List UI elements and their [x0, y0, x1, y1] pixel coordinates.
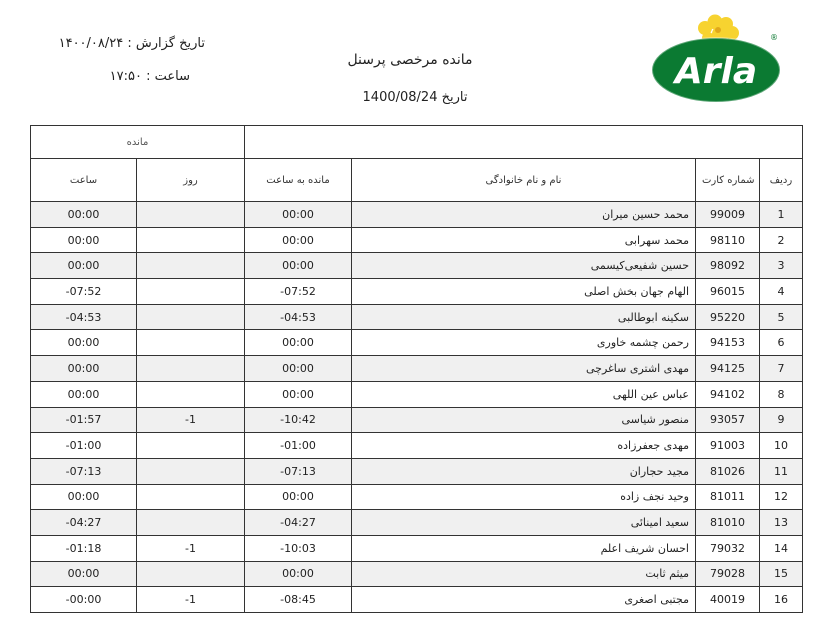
- cell-row: 11: [760, 458, 803, 484]
- cell-name: سکینه ابوطالبی: [352, 304, 696, 330]
- cell-card: 94153: [696, 330, 760, 356]
- table-row: [31, 330, 803, 356]
- cell-time: 00:00: [31, 484, 137, 510]
- cell-name: محمد سهرابی: [352, 227, 696, 253]
- cell-name: مهدی جعفرزاده: [352, 433, 696, 459]
- cell-day: [137, 304, 245, 330]
- table-row: [31, 587, 803, 613]
- report-date-line: تاریخ 1400/08/24: [362, 90, 468, 105]
- table-row: [31, 535, 803, 561]
- cell-name: میثم ثابت: [352, 561, 696, 587]
- cell-remaining-hours: 00:00: [245, 484, 352, 510]
- table-row: [31, 253, 803, 279]
- col-header-day: روز: [137, 159, 245, 202]
- cell-row: 15: [760, 561, 803, 587]
- cell-day: -1: [137, 535, 245, 561]
- table-row: [31, 433, 803, 459]
- cell-name: عباس عین اللهی: [352, 381, 696, 407]
- cell-row: 13: [760, 510, 803, 536]
- table-row: [31, 407, 803, 433]
- cell-remaining-hours: -10:42: [245, 407, 352, 433]
- cell-card: 79028: [696, 561, 760, 587]
- cell-remaining-hours: 00:00: [245, 356, 352, 382]
- cell-row: 2: [760, 227, 803, 253]
- cell-time: -07:13: [31, 458, 137, 484]
- cell-day: [137, 381, 245, 407]
- cell-time: 00:00: [31, 561, 137, 587]
- table-row: [31, 279, 803, 305]
- cell-row: 16: [760, 587, 803, 613]
- cell-card: 94102: [696, 381, 760, 407]
- cell-remaining-hours: 00:00: [245, 202, 352, 228]
- table-row: [31, 381, 803, 407]
- cell-day: [137, 330, 245, 356]
- cell-card: 91003: [696, 433, 760, 459]
- arla-logo-icon: [650, 10, 785, 105]
- cell-time: 00:00: [31, 202, 137, 228]
- cell-time: -00:00: [31, 587, 137, 613]
- cell-row: 10: [760, 433, 803, 459]
- cell-time: 00:00: [31, 330, 137, 356]
- report-time: ساعت : ۱۷:۵۰: [109, 69, 190, 84]
- cell-name: الهام جهان بخش اصلی: [352, 279, 696, 305]
- cell-card: 81010: [696, 510, 760, 536]
- cell-card: 81011: [696, 484, 760, 510]
- cell-time: 00:00: [31, 381, 137, 407]
- cell-card: 98110: [696, 227, 760, 253]
- cell-remaining-hours: 00:00: [245, 227, 352, 253]
- cell-time: -04:53: [31, 304, 137, 330]
- cell-day: [137, 561, 245, 587]
- cell-day: [137, 510, 245, 536]
- cell-row: 5: [760, 304, 803, 330]
- cell-remaining-hours: -07:13: [245, 458, 352, 484]
- cell-day: [137, 202, 245, 228]
- cell-day: [137, 227, 245, 253]
- cell-time: -07:52: [31, 279, 137, 305]
- cell-day: [137, 356, 245, 382]
- cell-time: 00:00: [31, 227, 137, 253]
- cell-row: 1: [760, 202, 803, 228]
- cell-name: مجتبی اصغری: [352, 587, 696, 613]
- table-row: [31, 458, 803, 484]
- table-row: [31, 561, 803, 587]
- group-label-empty: [245, 126, 803, 159]
- table-row: [31, 304, 803, 330]
- cell-day: -1: [137, 587, 245, 613]
- cell-name: وحید نجف زاده: [352, 484, 696, 510]
- cell-row: 7: [760, 356, 803, 382]
- cell-row: 12: [760, 484, 803, 510]
- report-date: تاریخ گزارش : ۱۴۰۰/۰۸/۲۴: [58, 36, 205, 51]
- cell-row: 3: [760, 253, 803, 279]
- cell-remaining-hours: 00:00: [245, 561, 352, 587]
- cell-row: 4: [760, 279, 803, 305]
- group-header-row: [31, 126, 803, 159]
- cell-card: 40019: [696, 587, 760, 613]
- group-label-remaining: مانده: [31, 126, 245, 159]
- col-header-row: ردیف: [760, 159, 803, 202]
- cell-remaining-hours: -01:00: [245, 433, 352, 459]
- cell-day: [137, 433, 245, 459]
- cell-name: حسین شفیعی‌کیسمی: [352, 253, 696, 279]
- cell-day: [137, 253, 245, 279]
- cell-name: مهدی اشتری ساغرچی: [352, 356, 696, 382]
- cell-day: [137, 279, 245, 305]
- cell-time: -01:57: [31, 407, 137, 433]
- cell-day: -1: [137, 407, 245, 433]
- table-row: [31, 484, 803, 510]
- cell-card: 81026: [696, 458, 760, 484]
- leave-balance-table: [30, 125, 803, 613]
- col-header-card: شماره کارت: [696, 159, 760, 202]
- cell-day: [137, 484, 245, 510]
- cell-time: 00:00: [31, 356, 137, 382]
- registered-mark: ®: [770, 33, 778, 42]
- cell-row: 8: [760, 381, 803, 407]
- cell-time: 00:00: [31, 253, 137, 279]
- cell-card: 94125: [696, 356, 760, 382]
- cell-time: -01:18: [31, 535, 137, 561]
- cell-card: 79032: [696, 535, 760, 561]
- cell-remaining-hours: -08:45: [245, 587, 352, 613]
- cell-day: [137, 458, 245, 484]
- cell-name: منصور شیاسی: [352, 407, 696, 433]
- cell-card: 93057: [696, 407, 760, 433]
- cell-time: -04:27: [31, 510, 137, 536]
- cell-remaining-hours: -04:27: [245, 510, 352, 536]
- cell-name: محمد حسین میران: [352, 202, 696, 228]
- cell-remaining-hours: 00:00: [245, 330, 352, 356]
- cell-name: سعید امینائی: [352, 510, 696, 536]
- table-row: [31, 356, 803, 382]
- cell-name: احسان شریف اعلم: [352, 535, 696, 561]
- cell-remaining-hours: 00:00: [245, 381, 352, 407]
- cell-row: 6: [760, 330, 803, 356]
- table-row: [31, 510, 803, 536]
- cell-remaining-hours: -07:52: [245, 279, 352, 305]
- cell-remaining-hours: -04:53: [245, 304, 352, 330]
- col-header-name: نام و نام خانوادگی: [352, 159, 696, 202]
- cell-card: 95220: [696, 304, 760, 330]
- cell-row: 14: [760, 535, 803, 561]
- table-row: [31, 202, 803, 228]
- cell-name: مجید حجاران: [352, 458, 696, 484]
- cell-time: -01:00: [31, 433, 137, 459]
- cell-card: 96015: [696, 279, 760, 305]
- cell-card: 98092: [696, 253, 760, 279]
- col-header-time: ساعت: [31, 159, 137, 202]
- col-header-remaining-hours: مانده به ساعت: [245, 159, 352, 202]
- column-header-row: [31, 159, 803, 202]
- cell-remaining-hours: -10:03: [245, 535, 352, 561]
- table-row: [31, 227, 803, 253]
- page-title: مانده مرخصی پرسنل: [347, 52, 473, 68]
- cell-name: رحمن چشمه خاوری: [352, 330, 696, 356]
- logo-text: Arla: [674, 51, 758, 92]
- cell-row: 9: [760, 407, 803, 433]
- cell-card: 99009: [696, 202, 760, 228]
- cell-remaining-hours: 00:00: [245, 253, 352, 279]
